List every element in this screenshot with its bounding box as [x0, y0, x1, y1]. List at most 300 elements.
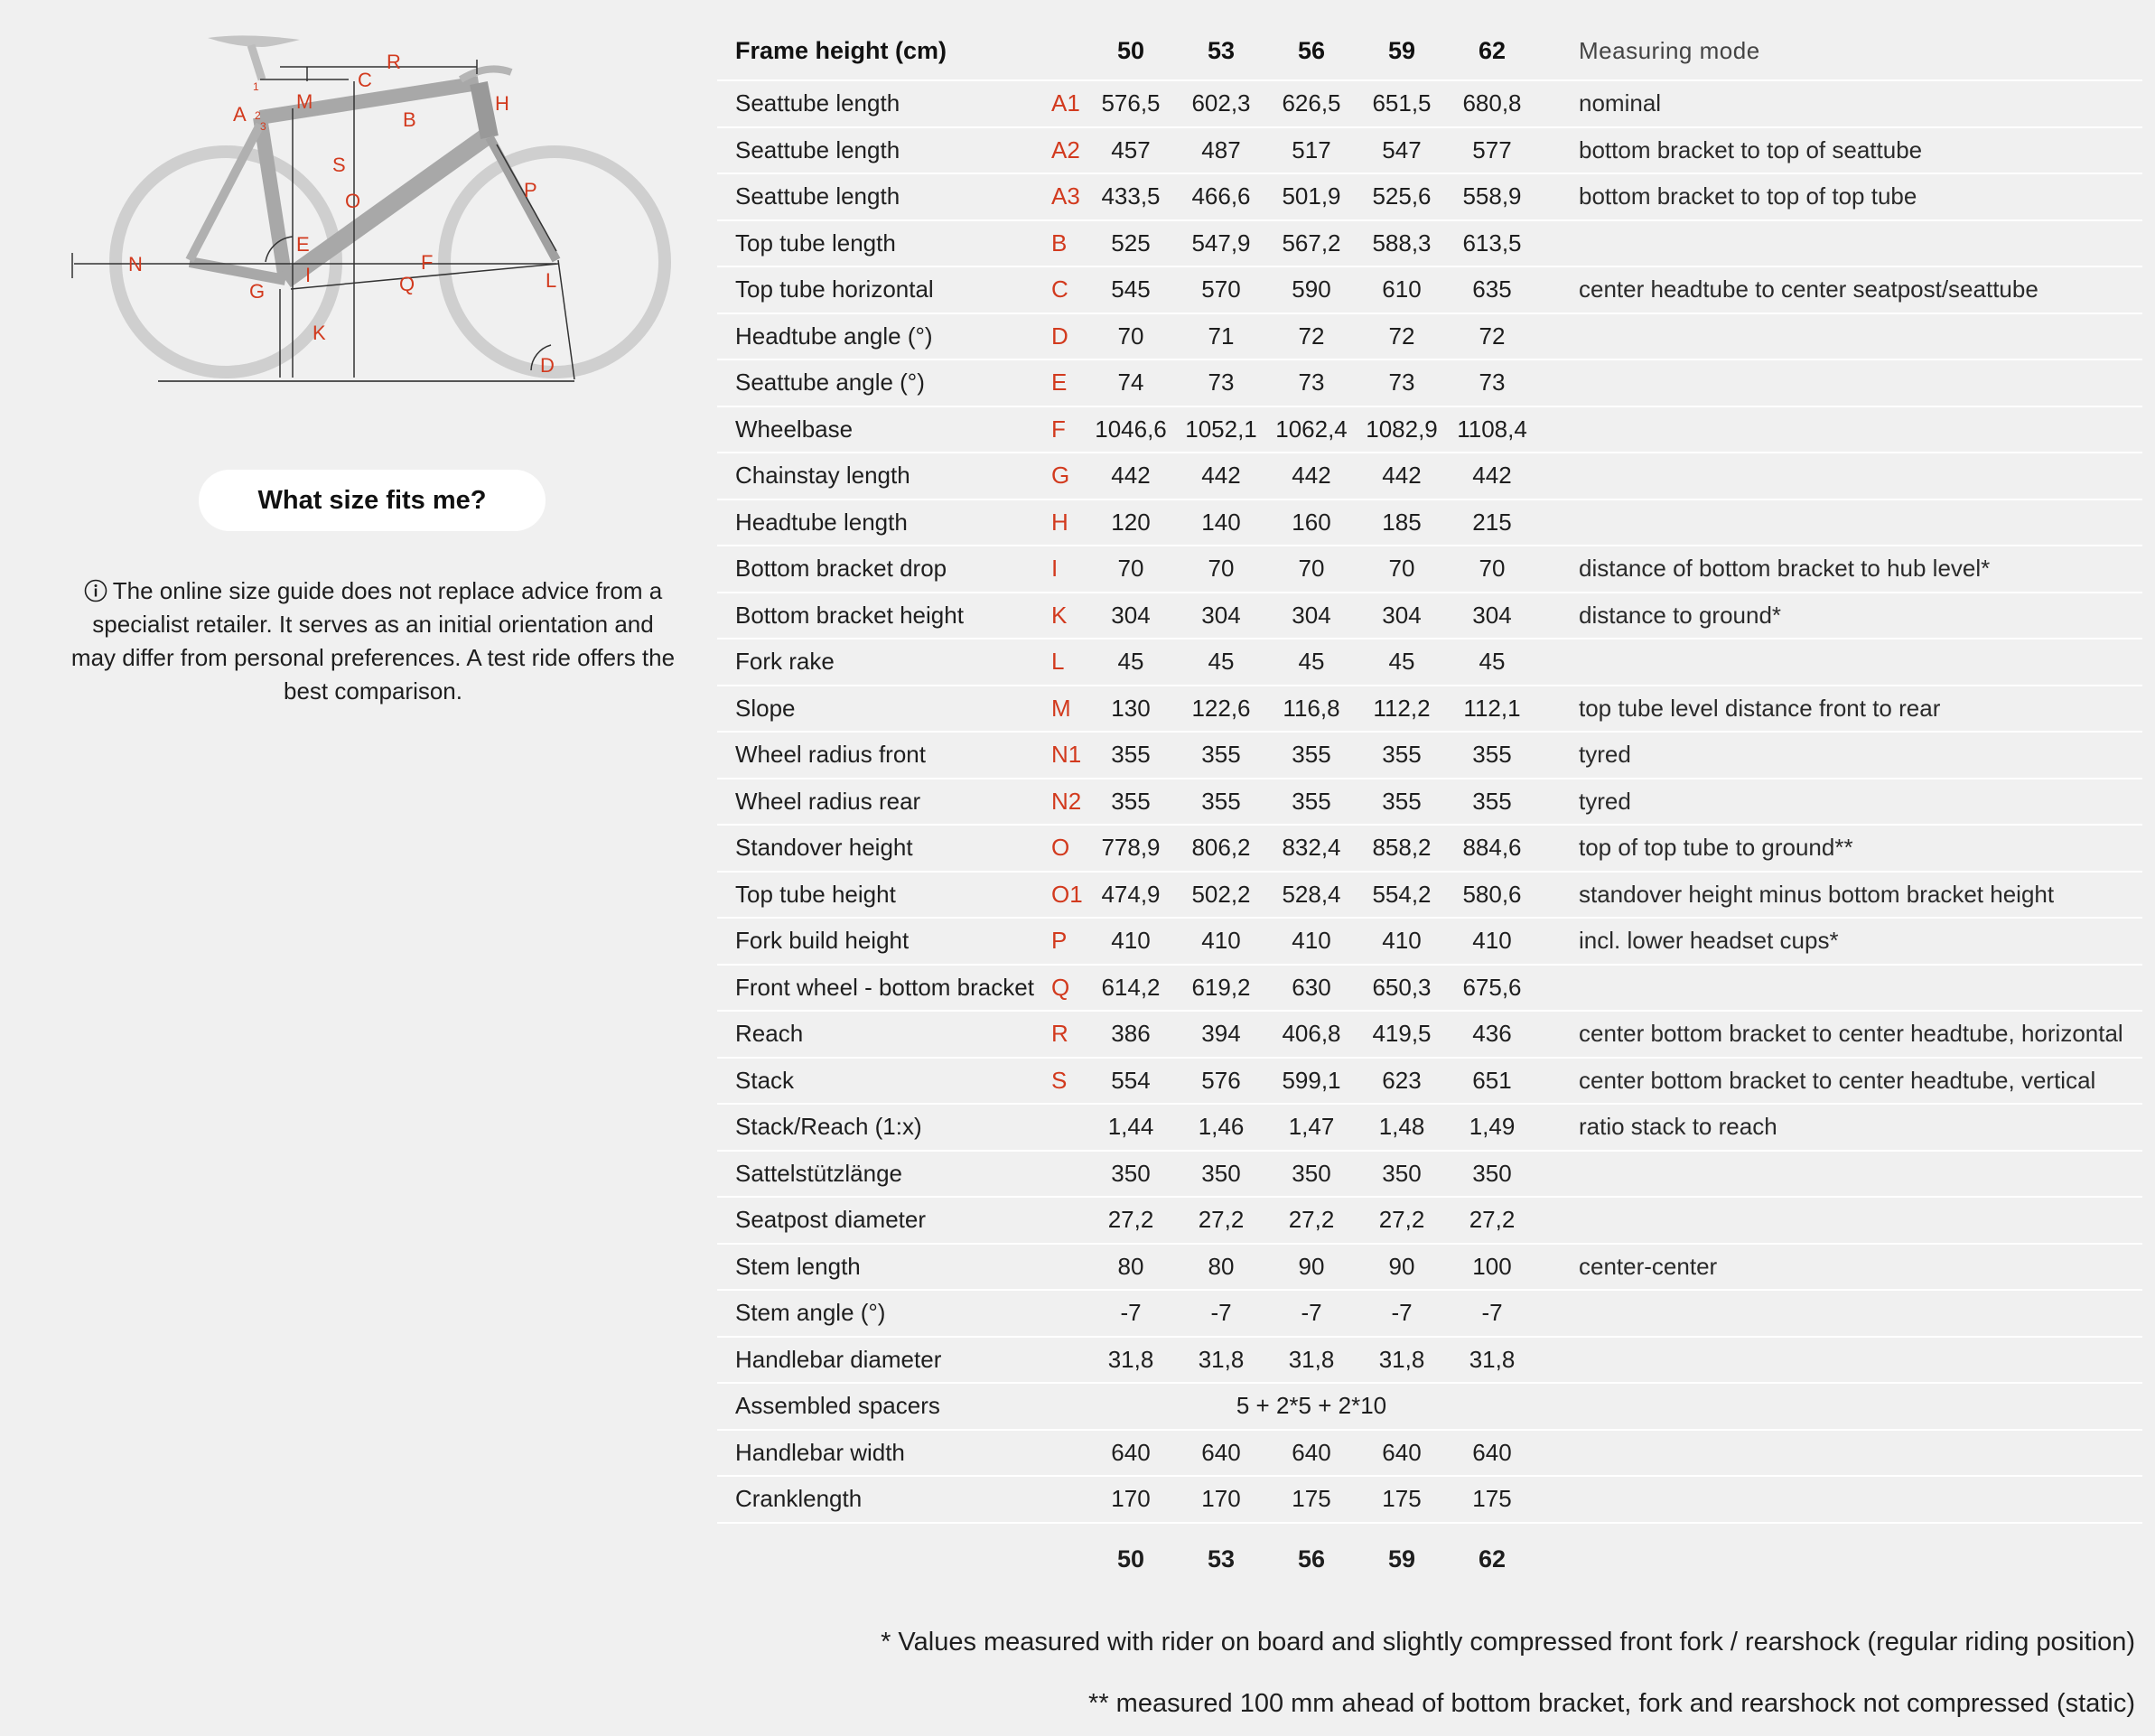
row-value: 517 — [1292, 135, 1331, 163]
row-label: Fork build height — [735, 927, 910, 955]
row-label: Top tube horizontal — [735, 275, 934, 303]
row-value: 570 — [1201, 275, 1241, 303]
row-code: O — [1051, 834, 1070, 862]
table-row — [717, 1338, 2142, 1385]
row-value: 175 — [1382, 1485, 1422, 1513]
row-value: 410 — [1472, 927, 1512, 955]
table-row — [717, 1477, 2142, 1524]
label-I: I — [305, 264, 312, 286]
row-value: 73 — [1208, 369, 1235, 397]
row-value: -7 — [1301, 1299, 1322, 1327]
row-code: I — [1051, 555, 1059, 583]
row-label: Wheel radius rear — [735, 787, 921, 815]
row-value: 31,8 — [1107, 1345, 1154, 1373]
row-value: 31,8 — [1469, 1345, 1516, 1373]
row-value: 304 — [1292, 601, 1331, 629]
row-value: 1,44 — [1107, 1113, 1154, 1141]
row-value: 122,6 — [1191, 694, 1251, 722]
table-row — [717, 639, 2142, 686]
row-value: -7 — [1210, 1299, 1232, 1327]
row-value: 410 — [1382, 927, 1422, 955]
row-value: 640 — [1472, 1438, 1512, 1466]
size-footer: 53 — [1207, 1545, 1236, 1573]
row-value: 355 — [1292, 741, 1331, 769]
row-value: 640 — [1201, 1438, 1241, 1466]
row-value: 442 — [1472, 462, 1512, 490]
row-value: 100 — [1472, 1252, 1512, 1280]
row-label: Stem length — [735, 1252, 861, 1280]
row-value: 350 — [1201, 1159, 1241, 1187]
table-row — [717, 314, 2142, 361]
row-value: 355 — [1111, 741, 1151, 769]
size-header: 50 — [1116, 37, 1145, 64]
row-value: 27,2 — [1288, 1206, 1335, 1234]
row-label: Stack/Reach (1:x) — [735, 1113, 922, 1141]
row-value: 442 — [1201, 462, 1241, 490]
size-header: 56 — [1297, 37, 1326, 64]
row-value: 602,3 — [1191, 89, 1251, 117]
row-value: 1082,9 — [1366, 415, 1438, 443]
row-label: Front wheel - bottom bracket — [735, 973, 1034, 1001]
size-header: 62 — [1478, 37, 1507, 64]
row-value: 140 — [1201, 508, 1241, 536]
table-row — [717, 1431, 2142, 1478]
row-value: 350 — [1382, 1159, 1422, 1187]
row-value: 525 — [1111, 229, 1151, 257]
table-row — [717, 779, 2142, 826]
row-value: 554 — [1111, 1066, 1151, 1094]
label-A1: 1 — [253, 80, 259, 93]
row-label: Reach — [735, 1020, 804, 1048]
row-measuring-mode: distance to ground* — [1579, 601, 1782, 629]
row-value: 1,49 — [1469, 1113, 1516, 1141]
row-value: 1046,6 — [1095, 415, 1167, 443]
row-value: 70 — [1208, 555, 1235, 583]
table-row — [717, 1384, 2142, 1431]
label-S: S — [332, 154, 346, 176]
row-value: 1,48 — [1378, 1113, 1425, 1141]
row-value: 304 — [1382, 601, 1422, 629]
front-wheel — [444, 152, 665, 372]
row-value: 1,47 — [1288, 1113, 1335, 1141]
row-value: 170 — [1111, 1485, 1151, 1513]
row-value: 215 — [1472, 508, 1512, 536]
row-value: 355 — [1472, 741, 1512, 769]
label-E: E — [296, 233, 310, 256]
row-value: 528,4 — [1282, 880, 1341, 908]
table-row — [717, 267, 2142, 314]
row-measuring-mode: distance of bottom bracket to hub level* — [1579, 555, 1991, 583]
size-footer: 56 — [1297, 1545, 1326, 1573]
row-value: 410 — [1201, 927, 1241, 955]
row-measuring-mode: top of top tube to ground** — [1579, 834, 1853, 862]
row-value: 419,5 — [1372, 1020, 1432, 1048]
row-label: Handlebar width — [735, 1438, 905, 1466]
row-code: B — [1051, 229, 1068, 257]
size-header: 53 — [1207, 37, 1236, 64]
row-value: 355 — [1201, 787, 1241, 815]
row-value: 640 — [1111, 1438, 1151, 1466]
table-row — [717, 407, 2142, 454]
row-label: Bottom bracket drop — [735, 555, 947, 583]
row-value: 80 — [1208, 1252, 1235, 1280]
row-value: 832,4 — [1282, 834, 1341, 862]
row-value: 355 — [1382, 741, 1422, 769]
table-row — [717, 81, 2142, 128]
row-value: 350 — [1472, 1159, 1512, 1187]
row-label: Seattube length — [735, 89, 900, 117]
row-value: 90 — [1388, 1252, 1415, 1280]
row-value: 27,2 — [1378, 1206, 1425, 1234]
row-label: Assembled spacers — [735, 1392, 940, 1420]
row-label: Headtube length — [735, 508, 908, 536]
row-label: Cranklength — [735, 1485, 863, 1513]
row-value: 806,2 — [1191, 834, 1251, 862]
row-label: Wheelbase — [735, 415, 854, 443]
row-value: 45 — [1298, 648, 1325, 676]
row-value: 1052,1 — [1185, 415, 1257, 443]
row-code: N2 — [1051, 787, 1082, 815]
geometry-diagram — [63, 27, 686, 397]
label-C: C — [358, 69, 372, 91]
row-label: Sattelstützlänge — [735, 1159, 903, 1187]
row-measuring-mode: nominal — [1579, 89, 1662, 117]
footnote-double-asterisk: ** measured 100 mm ahead of bottom bracket, fork and rearshock not compressed (static) — [1088, 1689, 2135, 1718]
row-code: A2 — [1051, 135, 1080, 163]
size-guide-note — [70, 574, 676, 708]
table-row — [717, 733, 2142, 779]
row-value: 680,8 — [1462, 89, 1522, 117]
row-value: 120 — [1111, 508, 1151, 536]
row-value: 410 — [1111, 927, 1151, 955]
row-value: 675,6 — [1462, 973, 1522, 1001]
row-measuring-mode: bottom bracket to top of seattube — [1579, 135, 1923, 163]
row-label: Seattube length — [735, 182, 900, 210]
handlebar — [461, 69, 511, 79]
label-D: D — [540, 354, 555, 377]
row-value: 501,9 — [1282, 182, 1341, 210]
bike-geometry-illustration — [63, 27, 686, 397]
row-value: 185 — [1382, 508, 1422, 536]
row-code: D — [1051, 322, 1068, 350]
row-measuring-mode: top tube level distance front to rear — [1579, 694, 1941, 722]
row-value: 610 — [1382, 275, 1422, 303]
table-row — [717, 546, 2142, 593]
label-M: M — [296, 90, 313, 113]
row-value: 45 — [1208, 648, 1235, 676]
row-label: Seattube length — [735, 135, 900, 163]
table-row — [717, 873, 2142, 919]
row-value: 640 — [1382, 1438, 1422, 1466]
row-measuring-mode: center headtube to center seatpost/seattube — [1579, 275, 2038, 303]
table-row — [717, 221, 2142, 268]
row-value: 614,2 — [1101, 973, 1161, 1001]
row-value: 72 — [1479, 322, 1506, 350]
row-value: 70 — [1117, 322, 1144, 350]
row-value: 466,6 — [1191, 182, 1251, 210]
row-code: O1 — [1051, 880, 1083, 908]
seat-stay — [190, 125, 260, 260]
row-value: 355 — [1472, 787, 1512, 815]
table-footer — [717, 1524, 2142, 1596]
row-value: 350 — [1111, 1159, 1151, 1187]
row-measuring-mode: standover height minus bottom bracket height — [1579, 880, 2055, 908]
row-value: 1,46 — [1198, 1113, 1245, 1141]
row-value: 442 — [1382, 462, 1422, 490]
row-value: 567,2 — [1282, 229, 1341, 257]
row-value: 884,6 — [1462, 834, 1522, 862]
row-value: 554,2 — [1372, 880, 1432, 908]
row-value: 590 — [1292, 275, 1331, 303]
row-value: 474,9 — [1101, 880, 1161, 908]
row-value: 73 — [1298, 369, 1325, 397]
row-label: Stem angle (°) — [735, 1299, 886, 1327]
table-row — [717, 128, 2142, 175]
table-header — [717, 23, 2142, 81]
size-footer: 59 — [1387, 1545, 1416, 1573]
label-L: L — [546, 269, 557, 292]
label-N: N — [128, 253, 143, 275]
row-measuring-mode: ratio stack to reach — [1579, 1113, 1777, 1141]
table-row — [717, 500, 2142, 547]
row-value: 73 — [1388, 369, 1415, 397]
row-value: 304 — [1201, 601, 1241, 629]
row-label: Top tube length — [735, 229, 896, 257]
row-label: Top tube height — [735, 880, 896, 908]
row-code: C — [1051, 275, 1068, 303]
row-value: 599,1 — [1282, 1066, 1341, 1094]
label-A3: 3 — [260, 120, 266, 133]
table-row — [717, 919, 2142, 966]
row-measuring-mode: bottom bracket to top of top tube — [1579, 182, 1917, 210]
row-value: 70 — [1388, 555, 1415, 583]
row-label: Wheel radius front — [735, 741, 926, 769]
table-row — [717, 966, 2142, 1013]
row-value: 72 — [1298, 322, 1325, 350]
table-row — [717, 1152, 2142, 1199]
row-value: 45 — [1479, 648, 1506, 676]
row-value: 31,8 — [1378, 1345, 1425, 1373]
row-value: 355 — [1201, 741, 1241, 769]
row-value: 406,8 — [1282, 1020, 1341, 1048]
label-G: G — [249, 280, 266, 303]
row-value: 45 — [1117, 648, 1144, 676]
row-value: 304 — [1111, 601, 1151, 629]
table-row — [717, 174, 2142, 221]
table-row — [717, 1245, 2142, 1292]
footnote-single-asterisk: * Values measured with rider on board and slightly compressed front fork / rearshock (regular riding position) — [881, 1628, 2135, 1657]
row-value: 27,2 — [1107, 1206, 1154, 1234]
row-value: 576,5 — [1101, 89, 1161, 117]
row-value: 640 — [1292, 1438, 1331, 1466]
label-O: O — [345, 190, 361, 212]
row-label: Fork rake — [735, 648, 835, 676]
row-code: H — [1051, 508, 1068, 536]
row-value: 27,2 — [1198, 1206, 1245, 1234]
table-row — [717, 826, 2142, 873]
row-code: Q — [1051, 973, 1070, 1001]
label-B: B — [403, 108, 416, 131]
row-value: 525,6 — [1372, 182, 1432, 210]
table-row — [717, 360, 2142, 407]
row-label: Headtube angle (°) — [735, 322, 933, 350]
row-value: 433,5 — [1101, 182, 1161, 210]
row-measuring-mode: center bottom bracket to center headtube, horizontal — [1579, 1020, 2123, 1048]
row-value: 547 — [1382, 135, 1422, 163]
row-value: 72 — [1388, 322, 1415, 350]
size-guide-note-text: The online size guide does not replace advice from a specialist retailer. It serves as an initial orientation and may differ from personal preferences. A test ride offers the best comparison. — [70, 577, 676, 705]
row-value: 588,3 — [1372, 229, 1432, 257]
chain-stay — [190, 262, 285, 280]
row-value: 27,2 — [1469, 1206, 1516, 1234]
seat-tube — [260, 117, 285, 280]
row-measuring-mode: center bottom bracket to center headtube, vertical — [1579, 1066, 2096, 1094]
row-value: 487 — [1201, 135, 1241, 163]
row-value: 442 — [1292, 462, 1331, 490]
row-value: 858,2 — [1372, 834, 1432, 862]
row-code: E — [1051, 369, 1068, 397]
table-row — [717, 1059, 2142, 1106]
size-header: 59 — [1387, 37, 1416, 64]
row-value: 436 — [1472, 1020, 1512, 1048]
row-value: 70 — [1479, 555, 1506, 583]
row-code: N1 — [1051, 741, 1082, 769]
row-value: 577 — [1472, 135, 1512, 163]
row-value: 651,5 — [1372, 89, 1432, 117]
row-value: 545 — [1111, 275, 1151, 303]
measuring-mode-heading: Measuring mode — [1579, 37, 1760, 64]
table-body — [717, 81, 2142, 1524]
row-value: 355 — [1382, 787, 1422, 815]
row-value: 175 — [1292, 1485, 1331, 1513]
size-footer: 50 — [1116, 1545, 1145, 1573]
label-A2: 2 — [255, 109, 261, 122]
table-row — [717, 686, 2142, 733]
row-value: 5 + 2*5 + 2*10 — [1236, 1392, 1387, 1420]
row-code: K — [1051, 601, 1068, 629]
row-value: 650,3 — [1372, 973, 1432, 1001]
row-code: S — [1051, 1066, 1068, 1094]
row-value: 613,5 — [1462, 229, 1522, 257]
row-code: F — [1051, 415, 1066, 443]
row-label: Seattube angle (°) — [735, 369, 925, 397]
row-value: -7 — [1481, 1299, 1503, 1327]
row-value: 457 — [1111, 135, 1151, 163]
row-measuring-mode: center-center — [1579, 1252, 1718, 1280]
row-code: P — [1051, 927, 1068, 955]
label-R: R — [387, 51, 401, 73]
label-Q: Q — [399, 273, 415, 295]
row-value: 80 — [1117, 1252, 1144, 1280]
seatpost — [251, 45, 262, 79]
row-label: Standover height — [735, 834, 913, 862]
row-label: Slope — [735, 694, 796, 722]
row-code: G — [1051, 462, 1070, 490]
row-code: M — [1051, 694, 1071, 722]
row-value: 160 — [1292, 508, 1331, 536]
table-row — [717, 1291, 2142, 1338]
row-value: 386 — [1111, 1020, 1151, 1048]
row-measuring-mode: incl. lower headset cups* — [1579, 927, 1839, 955]
label-K: K — [313, 322, 326, 344]
row-measuring-mode: tyred — [1579, 741, 1631, 769]
row-value: 170 — [1201, 1485, 1241, 1513]
row-value: 355 — [1111, 787, 1151, 815]
what-size-fits-me-button[interactable]: What size fits me? — [199, 470, 546, 531]
label-H: H — [495, 92, 509, 115]
label-A: A — [233, 103, 247, 126]
label-F: F — [421, 251, 434, 274]
row-value: 90 — [1298, 1252, 1325, 1280]
table-row — [717, 1198, 2142, 1245]
row-label: Bottom bracket height — [735, 601, 964, 629]
row-value: 580,6 — [1462, 880, 1522, 908]
row-code: L — [1051, 648, 1065, 676]
row-code: A1 — [1051, 89, 1080, 117]
row-value: 619,2 — [1191, 973, 1251, 1001]
table-row — [717, 593, 2142, 640]
row-measuring-mode: tyred — [1579, 787, 1631, 815]
row-value: 626,5 — [1282, 89, 1341, 117]
row-value: -7 — [1120, 1299, 1142, 1327]
row-value: 410 — [1292, 927, 1331, 955]
row-code: A3 — [1051, 182, 1080, 210]
geometry-table — [717, 23, 2142, 1596]
row-value: 442 — [1111, 462, 1151, 490]
row-value: 651 — [1472, 1066, 1512, 1094]
row-value: 355 — [1292, 787, 1331, 815]
info-icon — [84, 579, 107, 602]
head-tube — [479, 83, 490, 137]
row-value: 130 — [1111, 694, 1151, 722]
row-value: -7 — [1391, 1299, 1413, 1327]
row-label: Seatpost diameter — [735, 1206, 927, 1234]
row-value: 73 — [1479, 369, 1506, 397]
row-value: 547,9 — [1191, 229, 1251, 257]
row-value: 778,9 — [1101, 834, 1161, 862]
table-row — [717, 453, 2142, 500]
row-value: 350 — [1292, 1159, 1331, 1187]
row-value: 304 — [1472, 601, 1512, 629]
row-value: 630 — [1292, 973, 1331, 1001]
row-label: Chainstay length — [735, 462, 910, 490]
row-value: 558,9 — [1462, 182, 1522, 210]
table-row — [717, 1012, 2142, 1059]
table-row — [717, 1105, 2142, 1152]
row-value: 1108,4 — [1457, 415, 1527, 443]
row-value: 502,2 — [1191, 880, 1251, 908]
row-value: 1062,4 — [1275, 415, 1348, 443]
row-value: 623 — [1382, 1066, 1422, 1094]
row-value: 70 — [1117, 555, 1144, 583]
row-value: 112,1 — [1463, 694, 1521, 722]
size-footer: 62 — [1478, 1545, 1507, 1573]
row-value: 116,8 — [1283, 694, 1340, 722]
frame-height-heading: Frame height (cm) — [735, 37, 947, 64]
row-label: Handlebar diameter — [735, 1345, 942, 1373]
row-value: 394 — [1201, 1020, 1241, 1048]
row-value: 576 — [1201, 1066, 1241, 1094]
row-value: 71 — [1208, 322, 1235, 350]
row-value: 112,2 — [1373, 694, 1431, 722]
row-value: 175 — [1472, 1485, 1512, 1513]
row-value: 74 — [1117, 369, 1144, 397]
row-value: 31,8 — [1288, 1345, 1335, 1373]
row-code: R — [1051, 1020, 1068, 1048]
row-value: 31,8 — [1198, 1345, 1245, 1373]
row-value: 635 — [1472, 275, 1512, 303]
row-label: Stack — [735, 1066, 795, 1094]
